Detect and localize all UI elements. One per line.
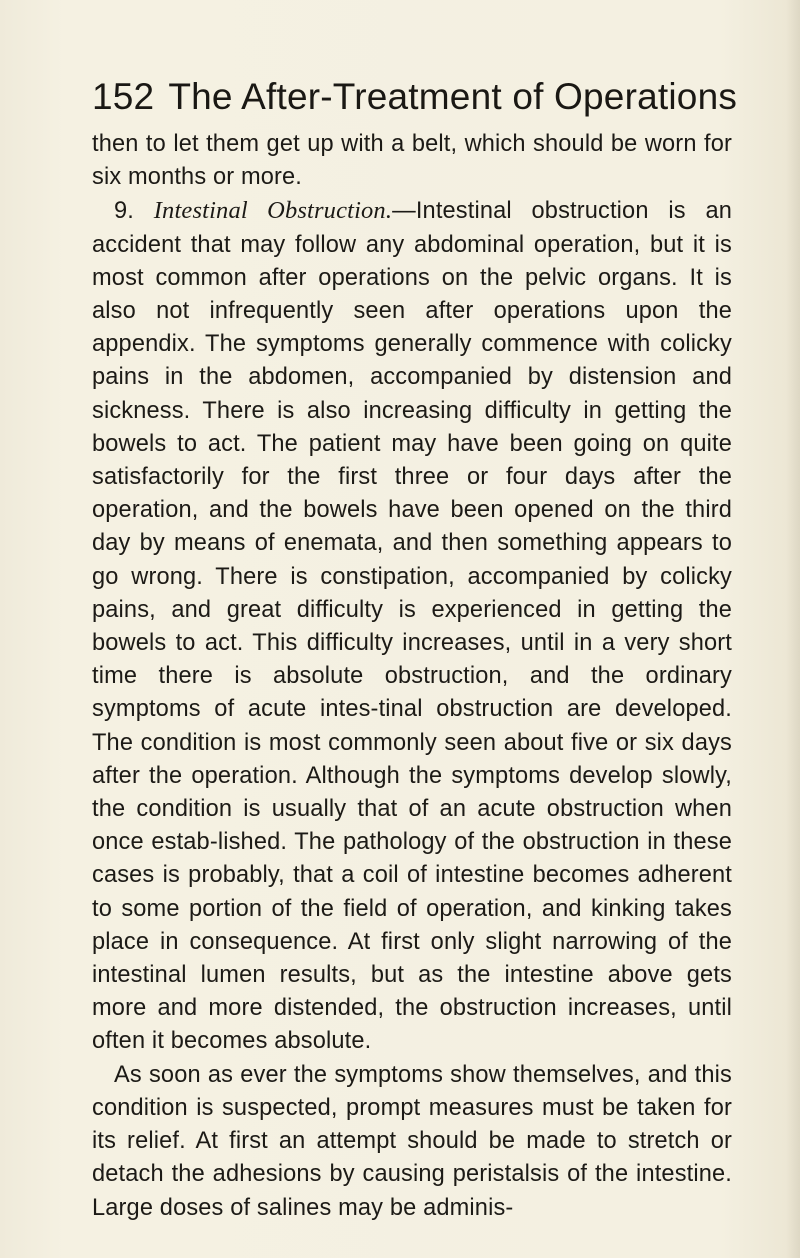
paragraph-intestinal-obstruction [92, 194, 732, 1058]
section-subheading: Intestinal Obstruction. [153, 197, 393, 225]
running-title: The After-Treatment of Operations [168, 76, 738, 117]
page-number: 152 [92, 76, 155, 117]
body-text [92, 128, 732, 1225]
paragraph-text: As soon as ever the symptoms show themselves, and this condition is suspected, prompt measures must be taken for its relief. At first an attempt should be made to stretch or detach the adhesions by causing peristalsis of the intestine. Large doses of salines may be adminis- [92, 1061, 732, 1221]
page-edge-shadow [786, 0, 800, 1258]
running-header [92, 76, 738, 118]
paragraph-text: —Intestinal obstruction is an accident that may follow any abdominal operation, but it is most common after operations on the pelvic organs. It is also not infrequently seen after operations upon the appendix. The symptoms generally commence with colicky pains in the abdomen, accompanied by distension and sickness. There is also increasing difficulty in getting the bowels to act. The patient may have been going on quite satisfactorily for the first three or four days after the operation, and the bowels have been opened on the third day by means of enemata, and then something appears to go wrong. There is constipation, accompanied by colicky pains, and great difficulty is experienced in getting the bowels to act. This difficulty increases, until in a very short time there is absolute obstruction, and the ordinary symptoms of acute intes-tinal obstruction are developed. The condition is most commonly seen about five or six days after the operation. Although the symptoms develop slowly, the condition is usually that of an acute obstruction when once estab-lished. The pathology of the obstruction in these cases is probably, that a coil of intestine becomes adherent to some portion of the field of operation, and kinking takes place in consequence. At first only slight narrowing of the intestinal lumen results, but as the intestine above gets more and more distended, the obstruction increases, until often it becomes absolute. [92, 198, 732, 1055]
section-number: 9. [114, 198, 134, 225]
paragraph-text: then to let them get up with a belt, which should be worn for six months or more. [92, 131, 732, 191]
paragraph-continuation [92, 128, 732, 194]
paragraph-treatment [92, 1059, 732, 1225]
